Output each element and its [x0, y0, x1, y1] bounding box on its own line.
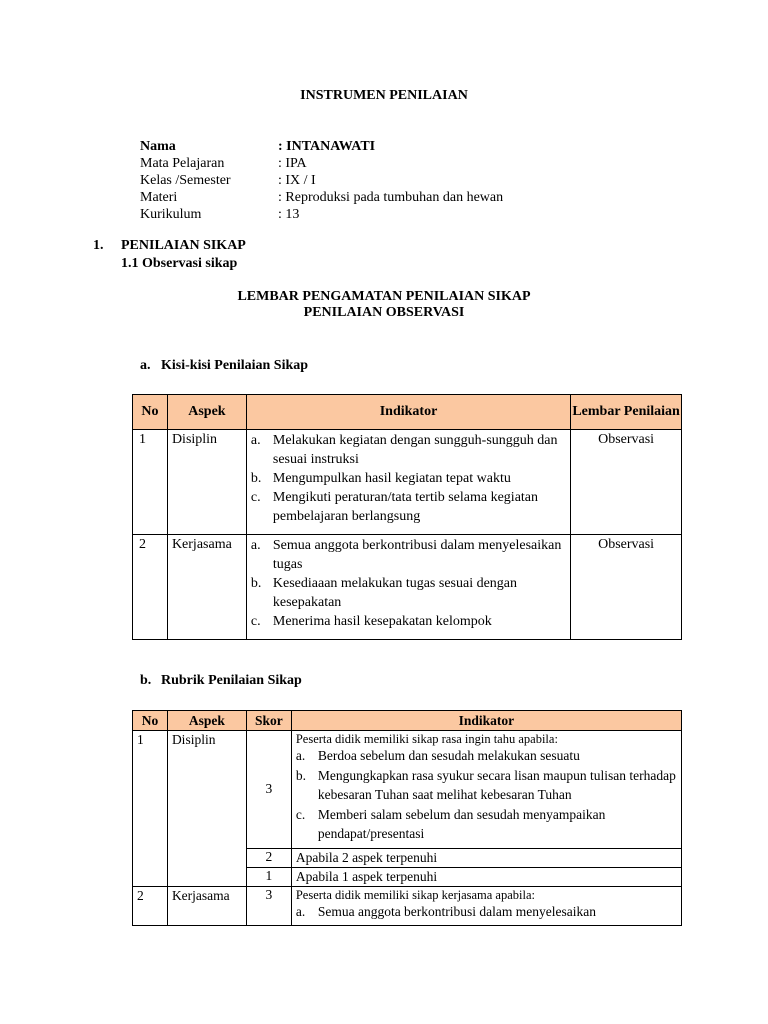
cell-skor: 2: [246, 848, 291, 867]
item-text: Mengungkapkan rasa syukur secara lisan maupun tulisan terhadap kebesaran Tuhan saat melihat kebesaran Tuhan: [317, 767, 676, 802]
info-label: Kelas /Semester: [140, 173, 231, 188]
item-marker: c.: [250, 614, 261, 629]
list-item: [251, 574, 566, 612]
item-marker: a.: [295, 748, 306, 763]
list-item: [251, 488, 566, 526]
list-item: [296, 746, 677, 766]
table-row: [133, 731, 682, 849]
info-value: : Reproduksi pada tumbuhan dan hewan: [278, 190, 504, 205]
cell-indikator: [291, 731, 681, 849]
info-row-materi: [140, 189, 503, 206]
list-item: [251, 431, 566, 469]
cell-aspek: Disiplin: [167, 731, 246, 887]
item-marker: a.: [295, 903, 306, 919]
section-number: 1.: [93, 238, 104, 253]
table-header-row: [133, 395, 682, 430]
header-no: No: [133, 711, 168, 731]
info-label: Kurikulum: [140, 207, 202, 222]
cell-aspek: Disiplin: [167, 430, 246, 535]
info-value: : IX / I: [278, 173, 316, 188]
list-item: [251, 536, 566, 574]
info-label: Mata Pelajaran: [140, 156, 225, 171]
item-text: Menerima hasil kesepakatan kelompok: [272, 614, 492, 629]
header-aspek: Aspek: [167, 395, 246, 430]
rubric-lead: Peserta didik memiliki sikap rasa ingin tahu apabila:: [295, 732, 558, 746]
list-item: [296, 902, 677, 922]
cell-indikator: [291, 886, 681, 926]
item-text: Kesediaaan melakukan tugas sesuai dengan kesepakatan: [272, 576, 518, 610]
item-marker: a.: [250, 433, 261, 448]
sub-heading-b: [140, 673, 302, 689]
sub-title: Rubrik Penilaian Sikap: [161, 673, 302, 688]
document-title: INSTRUMEN PENILAIAN: [300, 88, 468, 103]
item-text: Berdoa sebelum dan sesudah melakukan sesuatu: [317, 748, 580, 763]
cell-aspek: Kerjasama: [167, 886, 246, 926]
item-text: Mengumpulkan hasil kegiatan tepat waktu: [272, 471, 511, 486]
cell-lembar: Observasi: [571, 535, 682, 640]
cell-skor: 3: [246, 731, 291, 849]
header-aspek: Aspek: [167, 711, 246, 731]
info-value: : INTANAWATI: [278, 139, 376, 154]
sub-letter: a.: [140, 358, 151, 373]
table-header-row: [133, 711, 682, 731]
cell-indikator: Apabila 2 aspek terpenuhi: [291, 848, 681, 867]
info-label: Nama: [140, 139, 176, 154]
sub-heading-a: [140, 358, 308, 374]
info-value: : 13: [278, 207, 300, 222]
list-item: [251, 469, 566, 488]
item-marker: b.: [295, 767, 306, 783]
sheet-title-line1: LEMBAR PENGAMATAN PENILAIAN SIKAP: [237, 289, 531, 304]
header-lembar: Lembar Penilaian: [571, 395, 682, 430]
item-text: Memberi salam sebelum dan sesudah menyampaikan pendapat/presentasi: [317, 806, 606, 841]
cell-no: 1: [133, 731, 168, 887]
list-item: [251, 612, 566, 631]
subsection-heading: 1.1 Observasi sikap: [121, 256, 238, 271]
info-value: : IPA: [278, 156, 307, 171]
cell-skor: 3: [246, 886, 291, 926]
table-row: [133, 535, 682, 640]
header-indikator: Indikator: [246, 395, 570, 430]
info-row-nama: [140, 138, 503, 155]
item-marker: b.: [250, 576, 262, 591]
item-text: Melakukan kegiatan dengan sungguh-sungguh dan sesuai instruksi: [272, 433, 558, 467]
cell-no: 2: [133, 535, 168, 640]
item-marker: a.: [250, 538, 261, 553]
cell-indikator: [246, 430, 570, 535]
header-no: No: [133, 395, 168, 430]
cell-aspek: Kerjasama: [167, 535, 246, 640]
item-text: Semua anggota berkontribusi dalam menyelesaikan tugas: [272, 538, 562, 572]
header-skor: Skor: [246, 711, 291, 731]
info-row-kelas: [140, 172, 503, 189]
sheet-title: [0, 289, 768, 321]
cell-no: 1: [133, 430, 168, 535]
cell-lembar: Observasi: [571, 430, 682, 535]
section-heading: [93, 238, 246, 254]
item-text: Mengikuti peraturan/tata tertib selama kegiatan pembelajaran berlangsung: [272, 490, 539, 524]
kisi-kisi-table: [132, 394, 682, 640]
sub-letter: b.: [140, 673, 152, 688]
item-text: Semua anggota berkontribusi dalam menyelesaikan: [317, 903, 596, 919]
identity-block: [140, 138, 503, 223]
list-item: [296, 805, 677, 844]
info-row-mapel: [140, 155, 503, 172]
item-marker: c.: [295, 806, 306, 822]
table-row: [133, 886, 682, 926]
cell-no: 2: [133, 886, 168, 926]
cell-skor: 1: [246, 867, 291, 886]
rubric-lead: Peserta didik memiliki sikap kerjasama apabila:: [295, 887, 535, 902]
section-title: PENILAIAN SIKAP: [121, 238, 246, 253]
list-item: [296, 766, 677, 805]
rubrik-table: [132, 710, 682, 926]
table-row: [133, 430, 682, 535]
sheet-title-line2: PENILAIAN OBSERVASI: [303, 305, 465, 320]
info-row-kurikulum: [140, 206, 503, 223]
item-marker: b.: [250, 471, 262, 486]
sub-title: Kisi-kisi Penilaian Sikap: [161, 358, 309, 373]
cell-indikator: [246, 535, 570, 640]
cell-indikator: Apabila 1 aspek terpenuhi: [291, 867, 681, 886]
header-indikator: Indikator: [291, 711, 681, 731]
item-marker: c.: [250, 490, 261, 505]
info-label: Materi: [140, 190, 178, 205]
